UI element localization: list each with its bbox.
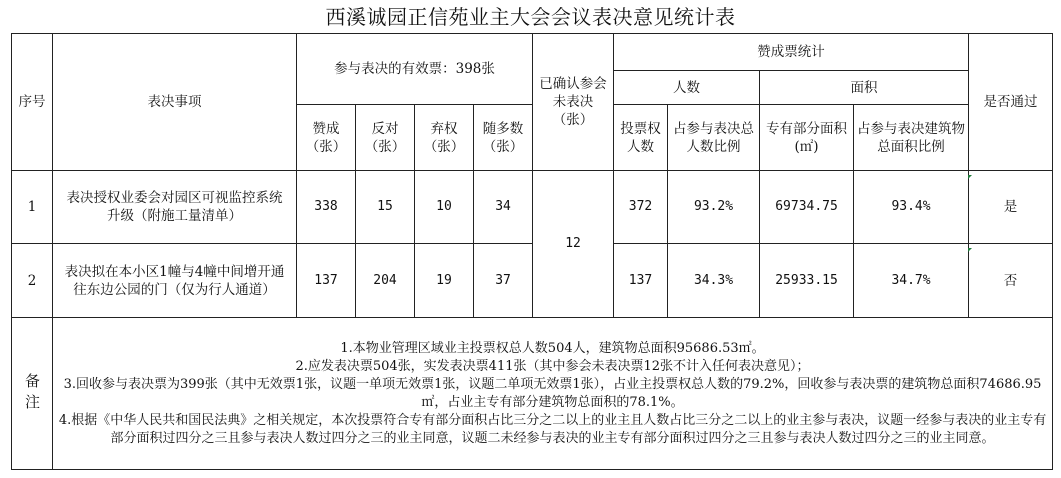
row-voting-people: 372	[614, 171, 668, 244]
notes-label: 备注	[12, 318, 53, 470]
row-approve: 137	[297, 244, 356, 318]
notes-block	[53, 318, 1053, 470]
header-valid-votes: 参与表决的有效票：398张	[297, 34, 533, 105]
header-voting-people: 投票权人数	[614, 105, 668, 171]
row-matter: 表决拟在本小区1幢与4幢中间增开通往东边公园的门（仅为行人通道）	[53, 244, 297, 318]
header-abstain: 弃权（张）	[415, 105, 474, 171]
header-oppose: 反对（张）	[356, 105, 415, 171]
row-oppose: 204	[356, 244, 415, 318]
header-passed: 是否通过	[969, 34, 1053, 171]
row-voting-people: 137	[614, 244, 668, 318]
note-item: 2.应发表决票504张，实发表决票411张（其中参会未表决票12张不计入任何表决意见）；	[295, 358, 810, 374]
header-exclusive-area: 专有部分面积(㎡)	[760, 105, 854, 171]
cell-comment-marker	[968, 175, 972, 179]
header-approve: 赞成（张）	[297, 105, 356, 171]
confirmed-not-voted-value: 12	[533, 171, 614, 318]
header-area-ratio: 占参与表决建筑物总面积比例	[854, 105, 969, 171]
header-confirmed-not-voted: 已确认参会未表决（张）	[533, 34, 614, 171]
table-row	[12, 171, 1053, 244]
header-approval-stats: 赞成票统计	[614, 34, 969, 71]
note-item: 4.根据《中华人民共和国民法典》之相关规定，本次投票符合专有部分面积占比三分之二以上的业主且人数占比三分之二以上的业主参与表决，议题一经参与表决的业主专有部分面积过四分之三且参与表决人数过四分之三的业主同意，议题二未经参与表决的业主专有部分面积过四分之三且参与表决人数过四分之三的业主同意。	[58, 412, 1047, 446]
header-people-ratio: 占参与表决总人数比例	[668, 105, 760, 171]
header-people: 人数	[614, 71, 760, 105]
row-approve: 338	[297, 171, 356, 244]
row-follow-majority: 37	[474, 244, 533, 318]
row-area-ratio: 93.4%	[854, 171, 969, 244]
header-seq: 序号	[12, 34, 53, 171]
row-exclusive-area: 69734.75	[760, 171, 854, 244]
row-oppose: 15	[356, 171, 415, 244]
note-item: 1.本物业管理区域业主投票权总人数504人，建筑物总面积95686.53㎡。	[340, 340, 765, 356]
cell-comment-marker	[968, 248, 972, 252]
row-seq: 2	[12, 244, 53, 318]
row-seq: 1	[12, 171, 53, 244]
row-passed: 否	[969, 244, 1053, 318]
header-matter: 表决事项	[53, 34, 297, 171]
row-matter: 表决授权业委会对园区可视监控系统升级（附施工量清单）	[53, 171, 297, 244]
row-abstain: 10	[415, 171, 474, 244]
row-abstain: 19	[415, 244, 474, 318]
header-area: 面积	[760, 71, 969, 105]
row-exclusive-area: 25933.15	[760, 244, 854, 318]
row-area-ratio: 34.7%	[854, 244, 969, 318]
note-item: 3.回收参与表决票为399张（其中无效票1张，议题一单项无效票1张，议题二单项无效票1张），占业主投票权总人数的79.2%，回收参与表决票的建筑物总面积74686.95㎡，占业主专有部分建筑物总面积的78.1%。	[63, 376, 1042, 410]
row-people-ratio: 34.3%	[668, 244, 760, 318]
vote-statistics-table	[11, 33, 1053, 470]
row-follow-majority: 34	[474, 171, 533, 244]
table-row	[12, 244, 1053, 318]
header-follow-majority: 随多数（张）	[474, 105, 533, 171]
row-people-ratio: 93.2%	[668, 171, 760, 244]
sheet-title: 西溪诚园正信苑业主大会会议表决意见统计表	[325, 5, 736, 29]
row-passed: 是	[969, 171, 1053, 244]
